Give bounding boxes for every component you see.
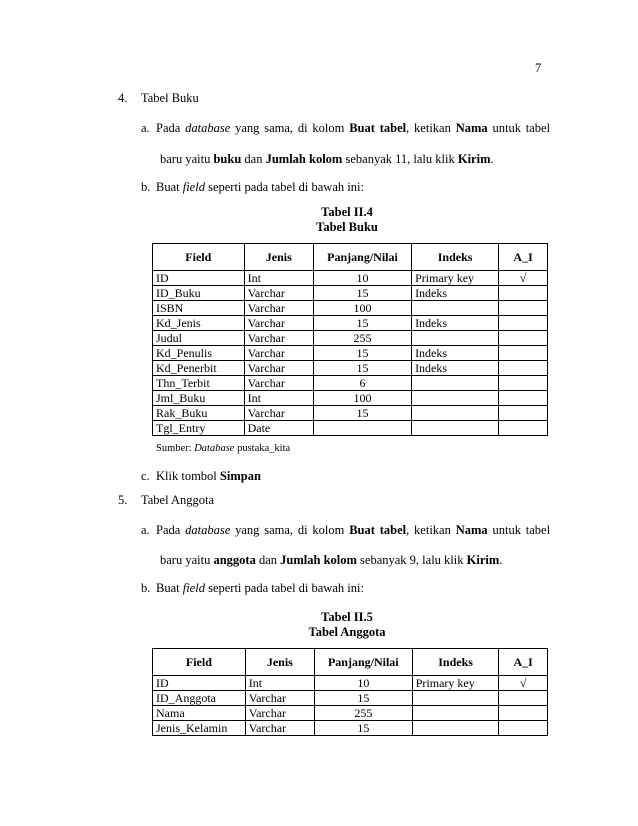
cell xyxy=(313,421,411,436)
text: seperti pada tabel di bawah ini: xyxy=(208,581,364,595)
text-bold: Nama xyxy=(455,523,488,537)
cell: Jenis_Kelamin xyxy=(153,721,246,736)
table-row xyxy=(153,316,548,331)
cell xyxy=(412,301,499,316)
text-bold: Jumlah kolom xyxy=(280,553,357,567)
cell: Indeks xyxy=(412,316,499,331)
text: Pada xyxy=(156,121,181,135)
text-bold: Nama xyxy=(455,121,488,135)
cell: Varchar xyxy=(245,691,314,706)
cell: Kd_Penulis xyxy=(153,346,245,361)
section-4-number: 4. xyxy=(118,91,128,105)
cell: Int xyxy=(244,271,313,286)
cell xyxy=(499,391,548,406)
text: seperti pada tabel di bawah ini: xyxy=(208,180,364,194)
cell: Primary key xyxy=(412,676,499,691)
table-5-title-2: Tabel Anggota xyxy=(308,625,386,639)
cell xyxy=(499,286,548,301)
cell xyxy=(499,721,548,736)
cell: Indeks xyxy=(412,346,499,361)
cell xyxy=(499,376,548,391)
cell xyxy=(412,721,499,736)
text-bold: Buat tabel xyxy=(349,121,407,135)
section-4-c-label: c. xyxy=(141,469,150,483)
cell: √ xyxy=(499,271,548,286)
section-5-a-label: a. xyxy=(141,523,150,537)
cell xyxy=(499,301,548,316)
cell xyxy=(412,706,499,721)
section-4-b-text xyxy=(156,179,364,195)
header-indeks: Indeks xyxy=(412,649,499,676)
section-4-title: Tabel Buku xyxy=(141,91,199,105)
cell xyxy=(499,421,548,436)
text-italic: field xyxy=(182,581,205,595)
cell: ID_Buku xyxy=(153,286,245,301)
header-indeks: Indeks xyxy=(412,244,499,271)
cell: Varchar xyxy=(244,376,313,391)
cell: Varchar xyxy=(244,301,313,316)
table-row xyxy=(153,301,548,316)
text-bold: Buat tabel xyxy=(349,523,407,537)
section-5-b-label: b. xyxy=(141,581,151,595)
text-italic: Database xyxy=(194,443,235,454)
text: baru yaitu xyxy=(160,553,211,567)
cell: Judul xyxy=(153,331,245,346)
cell: Varchar xyxy=(244,361,313,376)
header-jenis: Jenis xyxy=(244,244,313,271)
text-bold: Kirim xyxy=(466,553,500,567)
text: Buat xyxy=(156,581,180,595)
cell: 10 xyxy=(314,676,412,691)
cell xyxy=(412,391,499,406)
cell xyxy=(499,346,548,361)
table-row xyxy=(153,346,548,361)
text: . xyxy=(490,152,494,166)
cell: 15 xyxy=(313,286,411,301)
text: untuk tabel xyxy=(492,121,551,135)
text-italic: database xyxy=(185,523,231,537)
cell: 15 xyxy=(314,721,412,736)
section-4-c-text xyxy=(156,468,261,484)
text: untuk tabel xyxy=(492,523,551,537)
cell: 255 xyxy=(314,706,412,721)
header-field: Field xyxy=(153,649,246,676)
section-4-b-label: b. xyxy=(141,180,151,194)
table-4-title-1: Tabel II.4 xyxy=(321,205,373,219)
cell: 255 xyxy=(313,331,411,346)
cell: ISBN xyxy=(153,301,245,316)
header-ai: A_I xyxy=(499,649,548,676)
table-row xyxy=(153,391,548,406)
cell: Varchar xyxy=(245,706,314,721)
header-panjang: Panjang/Nilai xyxy=(314,649,412,676)
cell: 100 xyxy=(313,301,411,316)
cell xyxy=(499,316,548,331)
header-jenis: Jenis xyxy=(245,649,314,676)
section-5-b-text xyxy=(156,580,364,596)
cell: Date xyxy=(244,421,313,436)
table-header-row xyxy=(153,244,548,271)
cell: 15 xyxy=(313,406,411,421)
cell: Varchar xyxy=(244,286,313,301)
text-bold: Simpan xyxy=(219,469,261,483)
cell: 100 xyxy=(313,391,411,406)
cell: Kd_Penerbit xyxy=(153,361,245,376)
cell xyxy=(499,361,548,376)
cell: Tgl_Entry xyxy=(153,421,245,436)
cell: 15 xyxy=(313,346,411,361)
cell: Int xyxy=(244,391,313,406)
text: Buat xyxy=(156,180,180,194)
cell xyxy=(412,691,499,706)
cell xyxy=(412,376,499,391)
section-5-a-line2 xyxy=(160,552,502,568)
table-row xyxy=(153,721,548,736)
cell xyxy=(412,331,499,346)
cell xyxy=(499,406,548,421)
cell: ID xyxy=(153,271,245,286)
text: yang sama, di kolom xyxy=(235,523,345,537)
text-bold: buku xyxy=(213,152,242,166)
table-row xyxy=(153,406,548,421)
table-4-source xyxy=(156,441,290,457)
cell xyxy=(499,331,548,346)
cell: Jml_Buku xyxy=(153,391,245,406)
cell: Varchar xyxy=(244,316,313,331)
section-4-a-line1 xyxy=(156,120,550,136)
table-buku xyxy=(152,243,548,436)
cell: ID xyxy=(153,676,246,691)
cell: √ xyxy=(499,676,548,691)
text-bold: Kirim xyxy=(457,152,491,166)
cell: Varchar xyxy=(244,331,313,346)
cell: Nama xyxy=(153,706,246,721)
section-5-number: 5. xyxy=(118,493,128,507)
text: Sumber: xyxy=(156,443,192,454)
section-4-a-label: a. xyxy=(141,121,150,135)
text: Klik tombol xyxy=(156,469,217,483)
table-header-row xyxy=(153,649,548,676)
cell: Varchar xyxy=(245,721,314,736)
cell: Indeks xyxy=(412,286,499,301)
table-row xyxy=(153,676,548,691)
table-row xyxy=(153,421,548,436)
cell: 15 xyxy=(314,691,412,706)
text-bold: anggota xyxy=(213,553,256,567)
table-row xyxy=(153,376,548,391)
cell: Primary key xyxy=(412,271,499,286)
header-ai: A_I xyxy=(499,244,548,271)
table-5-title-1: Tabel II.5 xyxy=(321,610,373,624)
text-italic: database xyxy=(185,121,231,135)
table-row xyxy=(153,271,548,286)
header-panjang: Panjang/Nilai xyxy=(313,244,411,271)
cell xyxy=(499,706,548,721)
text-bold: Jumlah kolom xyxy=(265,152,343,166)
text: yang sama, di kolom xyxy=(235,121,345,135)
cell: 15 xyxy=(313,361,411,376)
cell: Int xyxy=(245,676,314,691)
text: sebanyak 11, lalu klik xyxy=(345,152,455,166)
text: , ketikan xyxy=(406,121,451,135)
section-5-a-line1 xyxy=(156,522,550,538)
cell: ID_Anggota xyxy=(153,691,246,706)
cell xyxy=(499,691,548,706)
cell: Varchar xyxy=(244,346,313,361)
section-5-title: Tabel Anggota xyxy=(141,493,215,507)
text: sebanyak 9, lalu klik xyxy=(360,553,464,567)
cell xyxy=(412,421,499,436)
cell xyxy=(412,406,499,421)
header-field: Field xyxy=(153,244,245,271)
text: baru yaitu xyxy=(160,152,211,166)
section-4-a-line2 xyxy=(160,151,494,167)
cell: Varchar xyxy=(244,406,313,421)
cell: Kd_Jenis xyxy=(153,316,245,331)
table-4-title-2: Tabel Buku xyxy=(316,220,378,234)
text: Pada xyxy=(156,523,181,537)
table-anggota xyxy=(152,648,548,736)
table-row xyxy=(153,361,548,376)
table-row xyxy=(153,691,548,706)
text: , ketikan xyxy=(406,523,451,537)
cell: Thn_Terbit xyxy=(153,376,245,391)
table-row xyxy=(153,331,548,346)
cell: 15 xyxy=(313,316,411,331)
page-number: 7 xyxy=(535,61,542,75)
cell: 6 xyxy=(313,376,411,391)
text: pustaka_kita xyxy=(237,443,291,454)
text: dan xyxy=(244,152,263,166)
text-italic: field xyxy=(182,180,205,194)
cell: Rak_Buku xyxy=(153,406,245,421)
table-row xyxy=(153,706,548,721)
text: dan xyxy=(258,553,278,567)
cell: Indeks xyxy=(412,361,499,376)
text: . xyxy=(499,553,503,567)
table-row xyxy=(153,286,548,301)
cell: 10 xyxy=(313,271,411,286)
